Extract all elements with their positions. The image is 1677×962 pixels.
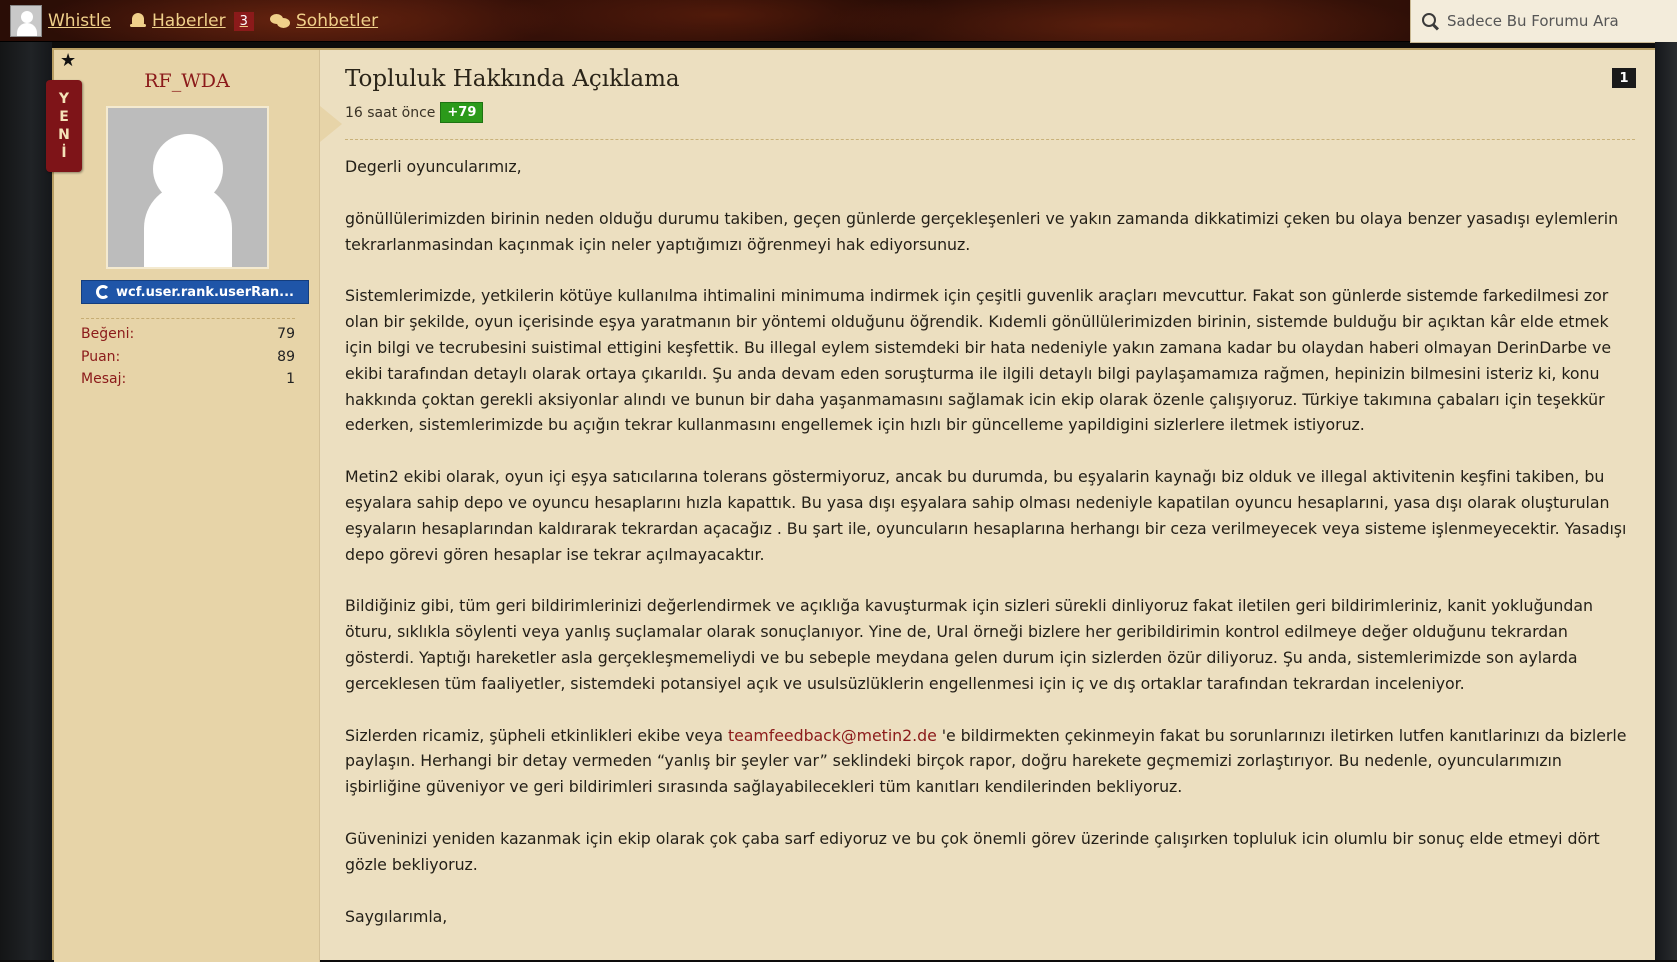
rank-icon — [96, 285, 110, 299]
author-avatar[interactable] — [106, 106, 269, 269]
post-body — [345, 154, 1635, 955]
post-paragraph: Güveninizi yeniden kazanmak için ekip olarak çok çaba sarf ediyoruz ve bu çok önemli görev üzerinde çalışırken topluluk icin olumlu bir sonuç elde etmeyi dört gözle bekliyoruz. — [345, 828, 1600, 874]
post-paragraph: Bildiğiniz gibi, tüm geri bildirimlerinizi değerlendirmek ve açıklığa kavuşturmak için sizleri sürekli dinliyoruz fakat iletilen geri bildirimleriniz, kanit yokluğundan öturu, sıklıkla söylenti veya yanlış suçlamalar olarak sonuçlanıyor. Yine de, Ural örneği bizlere her geribildirimin kontrol edilmeye değer olduğunu tekrardan gösterdi. Yaptığı hareketler asla gerçekleşmemeliydi ve bu sebeple meydana gelen durum için sizlerden özür diliyoruz. Şu anda, sistemlerimizde son aylarda gerceklesen tüm faaliyetler, sistemdeki potansiyel açık ve usulsüzlüklerin engellenmesi için iç ve dış ortaklar tarafından tekrardan inceleniyor. — [345, 596, 1593, 693]
feedback-email-link[interactable]: teamfeedback@metin2.de — [727, 725, 937, 745]
star-icon[interactable]: ★ — [60, 50, 77, 71]
news-link[interactable] — [130, 8, 254, 34]
post-number-badge[interactable]: 1 — [1612, 68, 1636, 88]
feedback-text-after: 'e bildirmekten çekinmeyin fakat bu sorunlarınızı iletirken lutfen kanıtlarinızı da bizlerle paylaşın. Herhangi bir detay vermeden “yanlış bir şeyler var” seklindeki birçok rapor, doğru harekete geçmemizi zorlaştırıyor. Bu nedenle, oyuncularımızın işbirliğine güveniyor ve geri bildirimleri sırasında sağlayabilecekleri tüm kanıtları kendilerinden bekliyoruz. — [345, 725, 1627, 797]
title-divider — [345, 139, 1635, 140]
stat-label: Mesaj: — [81, 371, 127, 387]
user-name-label: Whistle — [48, 11, 112, 31]
author-sidebar — [54, 50, 320, 962]
right-page-frame — [1655, 42, 1677, 960]
post-paragraph: Metin2 ekibi olarak, oyun içi eşya satıcılarına tolerans göstermiyoruz, ancak bu durumda, bu eşyalarin kaynağı biz olduk ve illegal aktivitenin keşfini takiben, bu eşyalara sahip depo ve oyuncu hesaplarını hızla kapattık. Bu yasa dışı eşyalara sahip olması nedeniyle kapatilan oyuncu hesaplarıni, yasa dışı olarak oluşturulan eşyaların hesaplarından kaldırarak tekrardan açacağız . Bu şart ile, oyuncuların hesaplarına herhangı bir ceza verilmeyecek veya sisteme işlenmeyecektir. Yasadışı depo görevi gören hesaplar ise tekrar açılmayacaktır. — [345, 467, 1627, 564]
new-ribbon-letter: İ — [61, 145, 67, 161]
stat-label: Beğeni: — [81, 326, 135, 342]
stat-value: 1 — [286, 371, 295, 387]
rank-label: wcf.user.rank.userRan... — [115, 284, 294, 300]
post-time[interactable]: 16 saat önce — [345, 104, 436, 121]
new-ribbon — [46, 80, 82, 172]
search-icon[interactable] — [1421, 12, 1439, 30]
chat-bubbles-icon — [270, 13, 290, 29]
post-title[interactable]: Topluluk Hakkında Açıklama — [345, 66, 680, 92]
sidebar-pointer — [320, 106, 342, 142]
stat-row-points — [81, 346, 295, 369]
new-ribbon-letter: Y — [58, 91, 70, 107]
feedback-paragraph — [345, 723, 1635, 800]
user-menu-link[interactable] — [10, 4, 111, 38]
user-rank-badge — [81, 280, 309, 304]
stat-value: 79 — [277, 326, 295, 342]
chats-link[interactable] — [270, 8, 378, 34]
top-navigation-bar — [0, 0, 1677, 42]
left-page-frame — [0, 42, 52, 960]
user-avatar-icon — [10, 5, 42, 37]
forum-post — [52, 48, 1655, 960]
bell-icon — [130, 12, 146, 30]
post-paragraph: Degerli oyuncularımız, — [345, 157, 522, 176]
forum-search-box — [1410, 0, 1677, 43]
stat-label: Puan: — [81, 348, 121, 365]
chats-label: Sohbetler — [296, 11, 379, 31]
stat-row-likes — [81, 323, 295, 346]
new-ribbon-letter: N — [58, 127, 70, 143]
avatar-silhouette-body — [144, 184, 232, 269]
post-signoff: Saygılarımla, — [345, 906, 448, 926]
stat-value: 89 — [277, 348, 295, 365]
post-paragraph: gönüllülerimizden birinin neden olduğu durumu takiben, geçen günlerde gerçekleşenleri ve yakın zamanda dikkatimizi çeken bu olaya benzer yasadışı eylemlerin tekrarlanmasindan kaçınmak için neler yaptığımızı öğrenmeyi hak ediyorsunuz. — [345, 208, 1619, 254]
forum-search-input[interactable] — [1447, 12, 1667, 30]
news-label: Haberler — [152, 11, 226, 31]
stat-row-messages — [81, 368, 295, 391]
like-score-badge[interactable]: +79 — [440, 102, 483, 123]
feedback-text-before: Sizlerden ricamiz, şüpheli etkinlikleri ekibe veya — [345, 725, 728, 745]
news-count-badge: 3 — [234, 12, 254, 31]
new-ribbon-letter: E — [59, 109, 69, 125]
post-paragraph: Sistemlerimizde, yetkilerin kötüye kullanılma ihtimalini minimuma indirmek için çeşitli guvenlik araçları mevcuttur. Fakat son günlerde sistemde farkedilmesi zor olan bir şekilde, oyun içerisinde eşya yaratmanın bir yöntemi olduğunu öğrendik. Kıdemli gönüllülerimizden birinin, sistemde bulduğu bir açıktan kâr elde etmek için bilgi ve tecrubesini suistimal ettigini keşfettik. Bu illegal eylem sistemdeki bir hata nedeniyle yakın zamana kadar bu olaydan haberi olmayan DerinDarbe ve ekibi tarafından detaylı olarak ortaya çıkarıldı. Şu anda devam eden soruşturma ile ilgili detaylı bilgi paylaşamamıza rağmen, hepinizin bilmesini isteriz ki, konu hakkında çoktan gerekli aksiyonlar alındı ve bunun bir daha yaşanmamasını sağlamak icin ekip olarak özenle çalışıyoruz. Türkiye takımına çabaları için teşekkür ederken, sistemlerimizde bu açığın tekrar kullanmasını engellemek için hızlı bir güncelleme yapildigini sizlerlere iletmek istiyoruz. — [345, 286, 1611, 435]
post-meta — [345, 102, 483, 123]
author-stats — [81, 318, 295, 391]
author-username[interactable]: RF_WDA — [144, 70, 230, 92]
